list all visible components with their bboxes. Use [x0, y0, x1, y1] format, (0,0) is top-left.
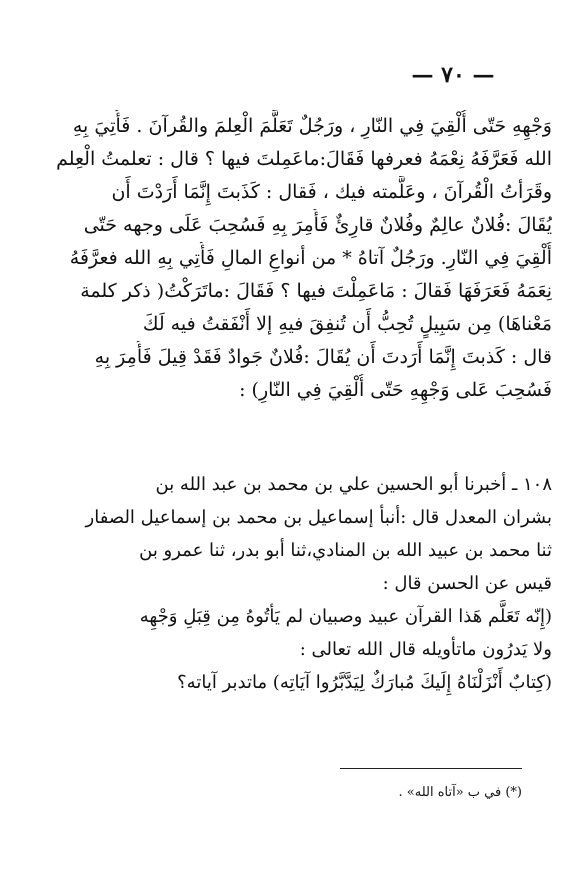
text-line: قيس عن الحسن قال : [382, 573, 552, 594]
text-line: وقَرَأتُ الْقُرآنَ ، وعَلَّمته فيك ، فَقال : كَذَبتَ إِنَّمَا أَرَدْتَ أَن [111, 181, 552, 203]
text-line: أُلْقِيَ فِي النّارِ. ورَجُلٌ آتاهُ * من أنواعِ المالِ فَأُتِي بِهِ الله فعرَّفَهُ [69, 247, 552, 269]
hadith-paragraph [22, 110, 552, 407]
text-line: نِعَمَهُ فَعَرَفَهَا فَقالَ : مَاعَمِلْتَ فيها ؟ فَقَالَ :ماتَرَكْتُ( ذكر كلمة [80, 280, 552, 302]
text-line: (إِنّه تَعَلَّم هَذا القرآن عبيد وصبيان لم يَأتُوهُ مِن قِبَلِ وَجْهِه [139, 606, 552, 627]
text-line: ولا يَدرُون ماتأويله قال الله تعالى : [299, 639, 552, 660]
text-line: فَسُحِبَ عَلى وَجْهِهِ حَتّى أُلْقِيَ فِي النّارِ) : [239, 379, 552, 401]
text-line: وَجْهِهِ حَتّى أُلْقِيَ فِي النّارِ ، ورَجُلٌ تَعَلَّمَ الْعِلمَ والقُرآنَ . فَأُتِيَ بِهِ [72, 115, 552, 137]
text-line: ثنا محمد بن عبيد الله بن المنادي،ثنا أبو بدر، ثنا عمرو بن [139, 540, 552, 561]
footnote-divider [340, 768, 522, 769]
text-line: بشران المعدل قال :أنبأ إسماعيل بن محمد بن إسماعيل الصفار [85, 507, 552, 528]
narration-paragraph [22, 468, 552, 699]
text-line: ١٠٨ ـ أخبرنا أبو الحسين علي بن محمد بن عبد الله بن [155, 474, 552, 495]
text-line: قال : كَذبتَ إِنَّمَا أَرَدتَ أَن يُقَالَ :فُلانٌ جَوادٌ فَقَدْ قِيلَ فَأُمِرَ بِهِ [94, 346, 552, 368]
text-line: مَعْناهَا) مِن سَبِيلٍ تُحِبُّ أَن تُنفِقَ فيهِ إلا أَنْفَقتُ فيه لَكَ [142, 313, 552, 335]
page-number: — ٧٠ — [411, 62, 495, 88]
text-line: يُقَالَ :فُلانٌ عالِمٌ وفُلانٌ قارِئٌ فَأُمِرَ بِهِ فَسُحِبَ عَلَى وجهه حَتّى [83, 214, 552, 236]
text-line: (كِتابٌ أَنْزَلْنَاهُ إِلَيكَ مُبارَكٌ لِيَدَّبَّرُوا آيَاتِه) ماتدبر آياته؟ [177, 672, 552, 693]
text-line: الله فَعَرَّفَهُ نِعْمَهُ فعرفها فَقَالَ:ماعَمِلتَ فيها ؟ قال : تعلمتُ الْعِلم [56, 148, 552, 170]
footnote: (*) في ب «آتاه الله» . [398, 785, 522, 800]
